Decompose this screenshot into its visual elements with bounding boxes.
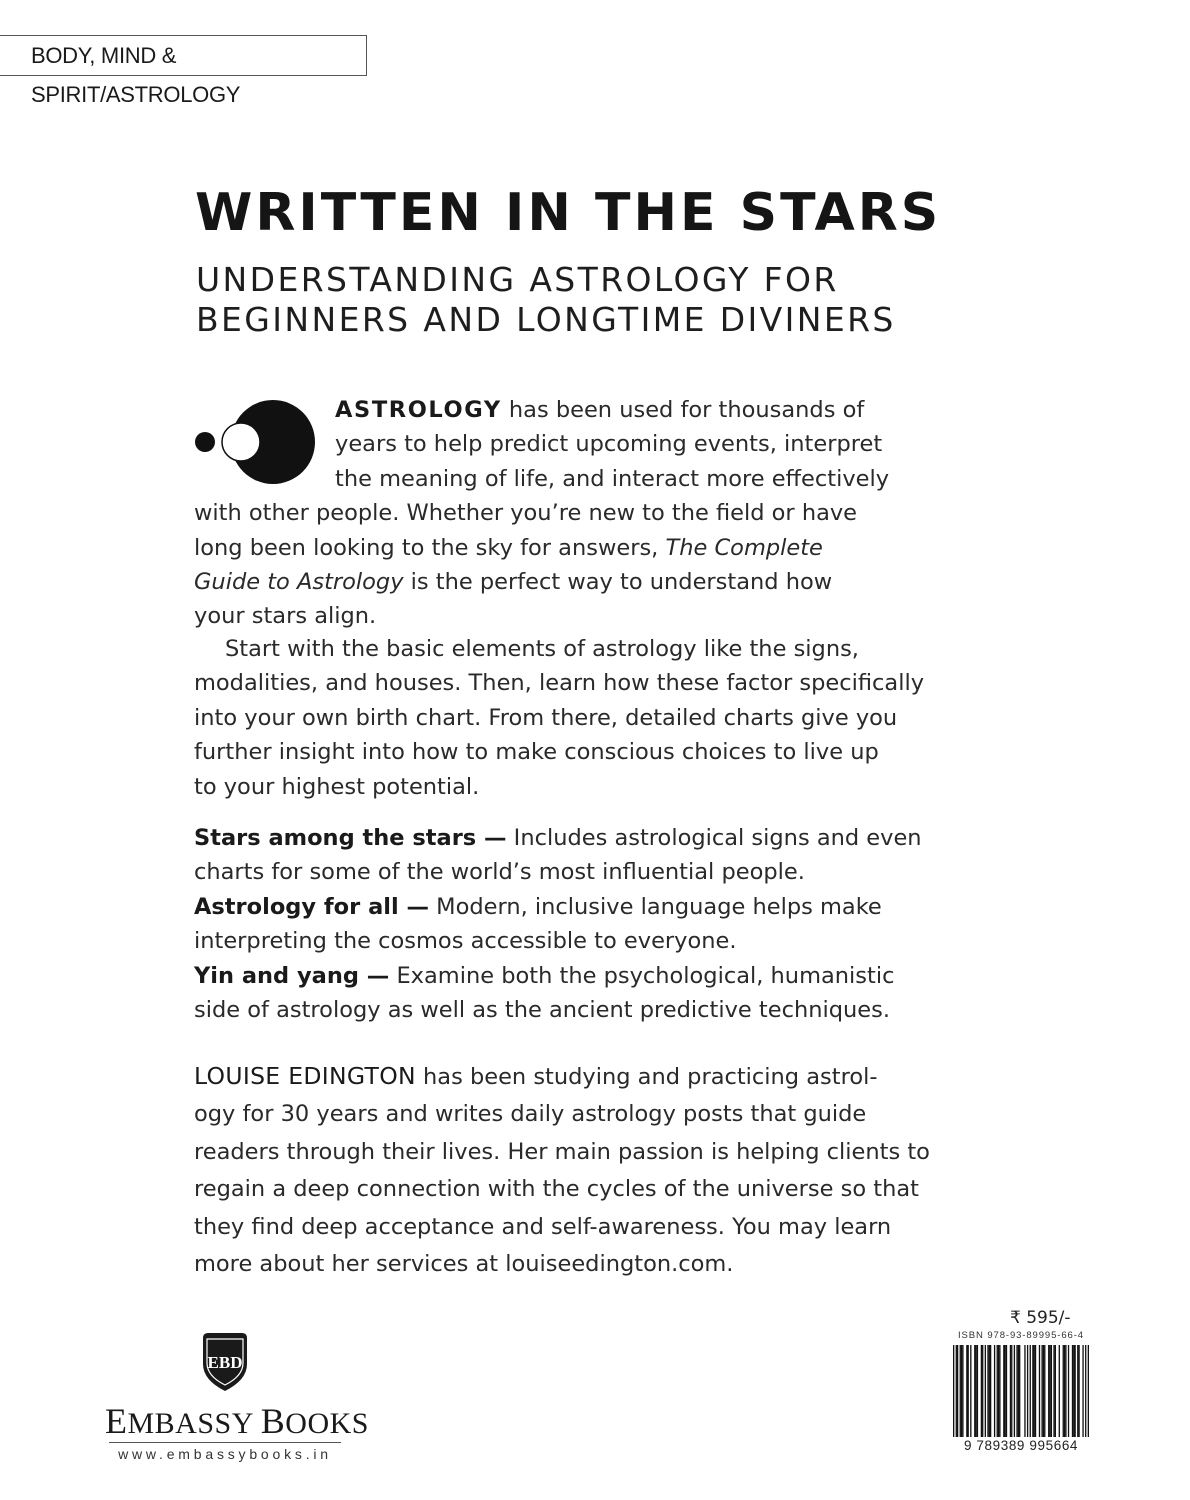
- barcode-bar: [1077, 1345, 1078, 1437]
- price-label: ₹ 595/-: [1010, 1308, 1071, 1328]
- barcode-bar: [990, 1345, 991, 1437]
- text-line: interpreting the cosmos accessible to everyone.: [194, 928, 737, 955]
- barcode-bar: [1072, 1345, 1073, 1437]
- text-line: into your own birth chart. From there, detailed charts give you: [194, 704, 898, 731]
- barcode-bar: [987, 1345, 988, 1437]
- author-bio: [194, 1058, 984, 1283]
- barcode: [953, 1345, 1089, 1437]
- book-subtitle: [196, 260, 896, 340]
- barcode-bar: [1019, 1345, 1020, 1437]
- barcode-bar: [1016, 1345, 1017, 1437]
- publisher-monogram: EBD: [207, 1353, 243, 1372]
- text-line: modalities, and houses. Then, learn how these factor specifically: [194, 670, 925, 697]
- book-title: WRITTEN IN THE STARS: [195, 183, 942, 243]
- barcode-bar: [989, 1345, 990, 1437]
- barcode-bar: [1018, 1345, 1019, 1437]
- barcode-bar: [960, 1345, 961, 1437]
- text-line: years to help predict upcoming events, interpret: [335, 431, 883, 458]
- divider: [109, 1442, 341, 1443]
- text-line: they find deep acceptance and self-awareness. You may learn: [194, 1213, 892, 1240]
- text-line: more about her services at louiseedington.com.: [194, 1251, 734, 1278]
- barcode-bar: [1030, 1345, 1031, 1437]
- barcode-bar: [961, 1345, 962, 1437]
- barcode-bar: [981, 1345, 982, 1437]
- text-line: Includes astrological signs and even: [506, 825, 922, 851]
- text-line: Start with the basic elements of astrology like the signs,: [225, 636, 859, 662]
- barcode-bar: [1032, 1345, 1033, 1437]
- barcode-bar: [999, 1345, 1000, 1437]
- barcode-bar: [962, 1345, 963, 1437]
- text-line: the meaning of life, and interact more effectively: [335, 465, 890, 492]
- feature-heading: Yin and yang —: [194, 962, 390, 989]
- text-line: regain a deep connection with the cycles of the universe so that: [194, 1176, 919, 1203]
- barcode-digits: 9 789389 995664: [963, 1438, 1079, 1453]
- barcode-bar: [1006, 1345, 1007, 1437]
- barcode-bar: [1039, 1345, 1040, 1437]
- barcode-bar: [1059, 1345, 1060, 1437]
- barcode-bar: [994, 1345, 995, 1437]
- feature-item: [194, 959, 974, 993]
- moon-phases-icon: [194, 400, 324, 484]
- barcode-bar: [1063, 1345, 1064, 1437]
- book-reference: Guide to Astrology: [194, 569, 404, 596]
- barcode-bar: [1014, 1345, 1015, 1437]
- isbn-barcode-block: [953, 1330, 1089, 1453]
- publisher-crest-icon: [197, 1330, 253, 1394]
- text-line: with other people. Whether you’re new to the field or have: [194, 500, 858, 527]
- text-line: has been used for thousands of: [501, 397, 865, 423]
- barcode-bar: [1043, 1345, 1044, 1437]
- text-line: is the perfect way to understand how: [403, 569, 833, 596]
- barcode-bar: [1074, 1345, 1075, 1437]
- intro-paragraph: [194, 393, 955, 634]
- text-line: charts for some of the world’s most influential people.: [194, 859, 805, 886]
- subtitle-line: BEGINNERS AND LONGTIME DIVINERS: [196, 300, 896, 339]
- barcode-bar: [1088, 1345, 1089, 1437]
- barcode-bar: [956, 1345, 957, 1437]
- barcode-bar: [1011, 1345, 1012, 1437]
- barcode-bar: [1068, 1345, 1069, 1437]
- text-line: long been looking to the sky for answers,: [194, 534, 666, 561]
- text-line: Examine both the psychological, humanistic: [389, 962, 895, 989]
- barcode-bar: [1044, 1345, 1045, 1437]
- text-line: side of astrology as well as the ancient predictive techniques.: [194, 997, 890, 1024]
- text-line: your stars align.: [194, 603, 377, 630]
- feature-list: [194, 821, 974, 1027]
- barcode-bar: [1082, 1345, 1083, 1437]
- barcode-bar: [974, 1345, 975, 1437]
- barcode-bar: [1048, 1345, 1049, 1437]
- barcode-bar: [1003, 1345, 1004, 1437]
- barcode-bar: [953, 1345, 954, 1437]
- isbn-text: ISBN 978-93-89995-66-4: [958, 1330, 1084, 1341]
- barcode-bar: [982, 1345, 983, 1437]
- barcode-bar: [1085, 1345, 1086, 1437]
- barcode-bar: [998, 1345, 999, 1437]
- text-line: readers through their lives. Her main passion is helping clients to: [194, 1138, 930, 1165]
- barcode-bar: [1053, 1345, 1054, 1437]
- barcode-bar: [1010, 1345, 1011, 1437]
- barcode-bar: [1027, 1345, 1028, 1437]
- barcode-bar: [985, 1345, 986, 1437]
- barcode-bar: [1034, 1345, 1035, 1437]
- barcode-bar: [1041, 1345, 1042, 1437]
- author-name: LOUISE EDINGTON: [194, 1062, 416, 1090]
- barcode-bar: [1073, 1345, 1074, 1437]
- feature-heading: Astrology for all —: [194, 893, 430, 920]
- barcode-bar: [997, 1345, 998, 1437]
- intro-lead-word: ASTROLOGY: [335, 397, 502, 423]
- text-line: has been studying and practicing astrol-: [415, 1064, 878, 1090]
- category-label: BODY, MIND & SPIRIT/ASTROLOGY: [0, 35, 367, 76]
- barcode-bar: [975, 1345, 976, 1437]
- subtitle-line: UNDERSTANDING ASTROLOGY FOR: [196, 260, 839, 299]
- text-line: to your highest potential.: [194, 773, 480, 800]
- barcode-bar: [1064, 1345, 1065, 1437]
- text-line: Modern, inclusive language helps make: [429, 893, 882, 920]
- second-paragraph: [194, 632, 974, 804]
- barcode-bar: [970, 1345, 971, 1437]
- text-line: further insight into how to make conscious choices to live up: [194, 739, 879, 766]
- barcode-bar: [1024, 1345, 1025, 1437]
- barcode-bar: [1065, 1345, 1066, 1437]
- barcode-bar: [968, 1345, 969, 1437]
- barcode-bar: [1051, 1345, 1052, 1437]
- publisher-logo: [105, 1330, 369, 1462]
- barcode-bar: [977, 1345, 978, 1437]
- barcode-bar: [1005, 1345, 1006, 1437]
- feature-item: [194, 821, 974, 855]
- publisher-url: www.embassybooks.in: [118, 1446, 332, 1462]
- barcode-bar: [966, 1345, 967, 1437]
- barcode-bar: [1055, 1345, 1056, 1437]
- book-reference: The Complete: [665, 534, 823, 561]
- feature-heading: Stars among the stars —: [194, 825, 507, 851]
- barcode-bar: [1078, 1345, 1079, 1437]
- barcode-bar: [1049, 1345, 1050, 1437]
- barcode-bar: [1035, 1345, 1036, 1437]
- barcode-bar: [957, 1345, 958, 1437]
- text-line: ogy for 30 years and writes daily astrology posts that guide: [194, 1101, 867, 1128]
- publisher-name: EMBASSY BOOKS: [105, 1401, 369, 1441]
- feature-item: [194, 890, 974, 924]
